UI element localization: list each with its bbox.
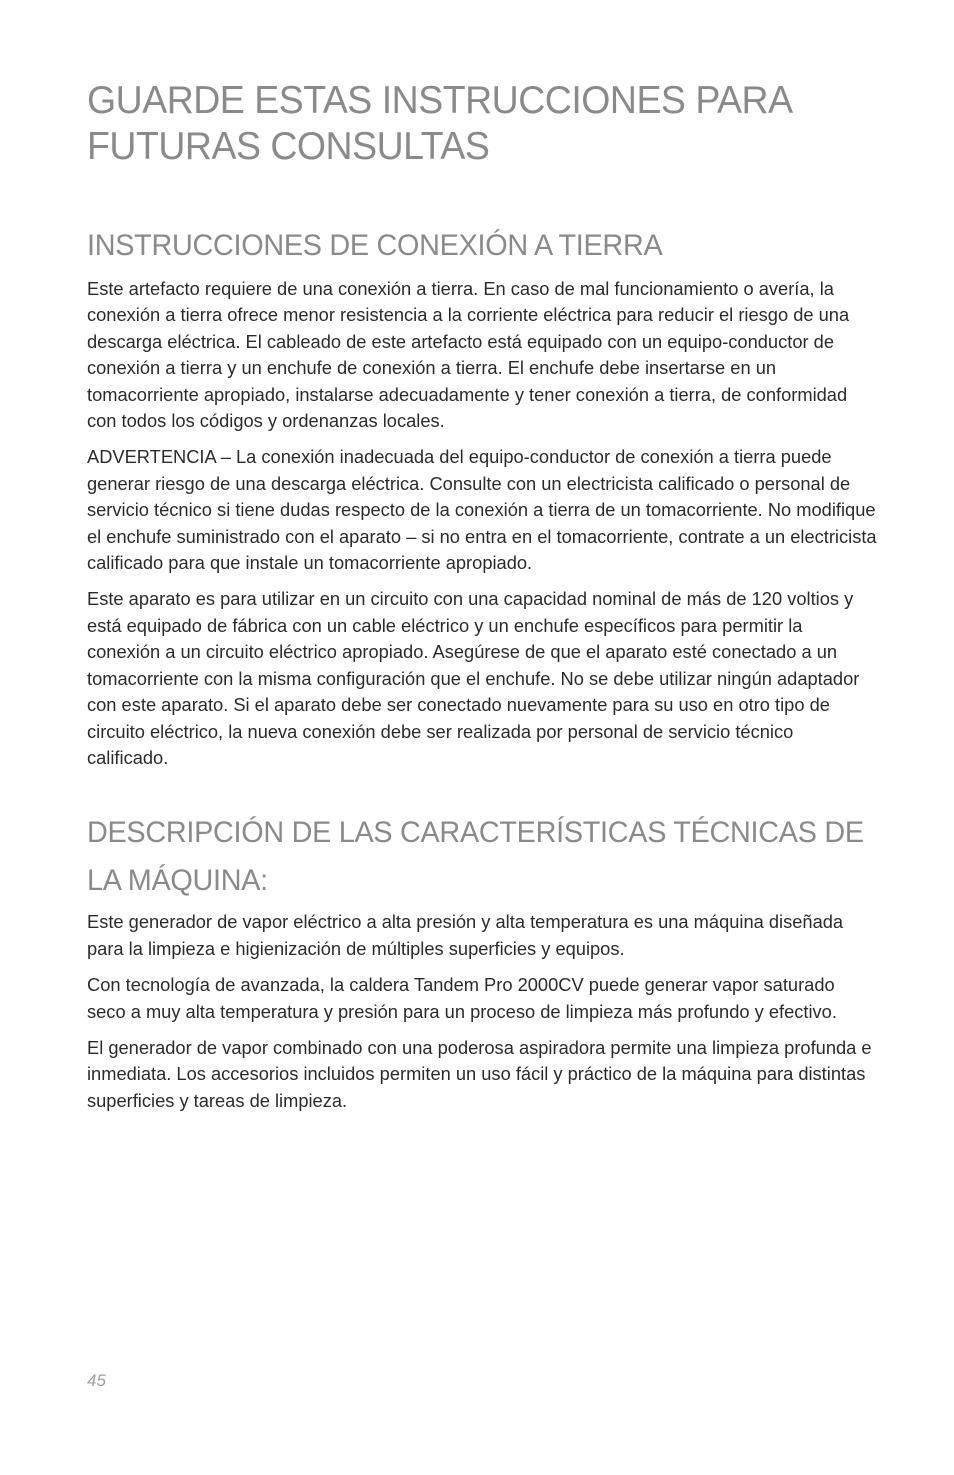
document-page	[87, 78, 877, 1124]
technical-description-section	[87, 809, 877, 1114]
warning-paragraph: ADVERTENCIA – La conexión inadecuada del equipo-conductor de conexión a tierra puede generar riesgo de una descarga eléctrica. Consulte con un electricista calificado o personal de servicio técnico si tiene dudas respecto de la conexión a tierra de un tomacorriente. No modifique el enchufe suministrado con el aparato – si no entra en el tomacorriente, contrate a un electricista calificado para que instale un tomacorriente apropiado.	[87, 446, 877, 574]
grounding-paragraph-1: Este artefacto requiere de una conexión a tierra. En caso de mal funcionamiento o avería, la conexión a tierra ofrece menor resistencia a la corriente eléctrica para reducir el riesgo de una descarga eléctrica. El cableado de este artefacto está equipado con un equipo-conductor de conexión a tierra y un enchufe de conexión a tierra. El enchufe debe insertarse en un tomacorriente apropiado, instalarse adecuadamente y tener conexión a tierra, de conformidad con todos los códigos y ordenanzas locales.	[87, 278, 850, 432]
grounding-instructions-section	[87, 222, 877, 771]
section-heading-grounding: INSTRUCCIONES DE CONEXIÓN A TIERRA	[87, 229, 663, 262]
technical-paragraph-3: El generador de vapor combinado con una poderosa aspiradora permite una limpieza profunda e inmediata. Los accesorios incluidos permiten un uso fácil y práctico de la máquina para distintas superficies y tareas de limpieza.	[87, 1036, 872, 1111]
page-title: GUARDE ESTAS INSTRUCCIONES PARA FUTURAS CONSULTAS	[87, 79, 791, 168]
grounding-paragraph-3: Este aparato es para utilizar en un circuito con una capacidad nominal de más de 120 voltios y está equipado de fábrica con un cable eléctrico y un enchufe específicos para permitir la conexión a un circuito eléctrico apropiado. Asegúrese de que el aparato esté conectado a un tomacorriente con la misma configuración que el enchufe. No se debe utilizar ningún adaptador con este aparato. Si el aparato debe ser conectado nuevamente para su uso en otro tipo de circuito eléctrico, la nueva conexión debe ser realizada por personal de servicio técnico calificado.	[87, 588, 860, 768]
technical-paragraph-1: Este generador de vapor eléctrico a alta presión y alta temperatura es una máquina diseñada para la limpieza e higienización de múltiples superficies y equipos.	[87, 911, 844, 959]
section-heading-technical: DESCRIPCIÓN DE LAS CARACTERÍSTICAS TÉCNICAS DE LA MÁQUINA:	[87, 816, 864, 898]
technical-paragraph-2: Con tecnología de avanzada, la caldera Tandem Pro 2000CV puede generar vapor saturado seco a muy alta temperatura y presión para un proceso de limpieza más profundo y efectivo.	[87, 974, 837, 1022]
page-number: 45	[87, 1371, 106, 1390]
